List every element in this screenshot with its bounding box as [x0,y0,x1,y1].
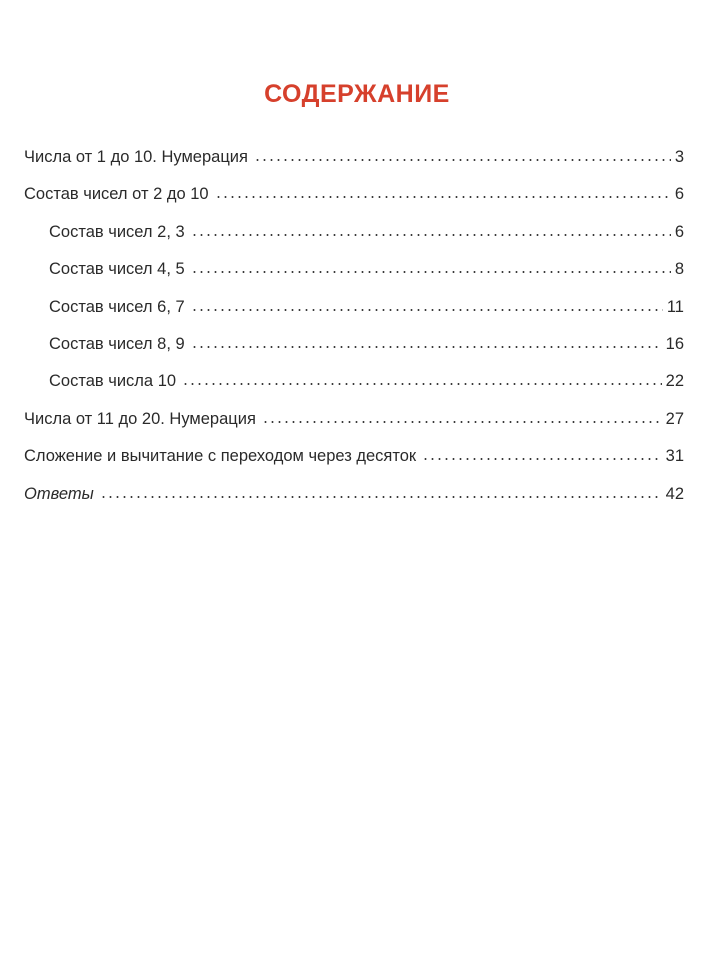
toc-entry-label: Сложение и вычитание с переходом через десяток [24,447,417,466]
toc-entry-label: Состав чисел 2, 3 [49,222,185,241]
toc-entry-page: 6 [674,185,684,204]
toc-entry-label: Ответы [24,484,94,503]
toc-entry [24,145,684,182]
toc-entry-page: 3 [674,148,684,166]
toc-entry-answers [24,482,684,519]
toc-entry-page: 16 [665,334,684,353]
dot-leader [182,370,662,386]
toc-entry-page: 22 [665,372,684,391]
toc-entry [24,444,684,481]
toc-subentry [24,220,684,257]
toc-entry-page: 31 [665,447,684,466]
toc-entry-label: Состав чисел 4, 5 [49,260,185,279]
toc-entry-label: Состав числа 10 [49,372,177,391]
toc-subentry [24,332,684,369]
toc-entry-label: Состав чисел 8, 9 [49,334,185,353]
dot-leader [191,258,671,274]
toc-list [24,145,684,519]
dot-leader [100,483,662,499]
toc-entry-page: 42 [665,484,684,503]
toc-entry-page: 6 [674,222,684,241]
toc-entry-label: Состав чисел от 2 до 10 [24,185,209,204]
dot-leader [191,333,662,349]
page-title: СОДЕРЖАНИЕ [264,80,450,108]
dot-leader [254,146,671,162]
dot-leader [191,296,663,312]
toc-subentry [24,295,684,332]
toc-entry-page: 11 [666,297,684,316]
toc-entry-page: 8 [674,260,684,279]
toc-entry [24,182,684,219]
toc-entry [24,407,684,444]
toc-entry-label: Числа от 11 до 20. Нумерация [24,409,256,428]
toc-entry-page: 27 [665,409,684,428]
toc-subentry [24,257,684,294]
toc-entry-label: Числа от 1 до 10. Нумерация [24,148,248,166]
toc-subentry [24,369,684,406]
dot-leader [422,445,662,461]
dot-leader [215,183,671,199]
dot-leader [262,408,662,424]
dot-leader [191,221,671,237]
toc-entry-label: Состав чисел 6, 7 [49,297,185,316]
